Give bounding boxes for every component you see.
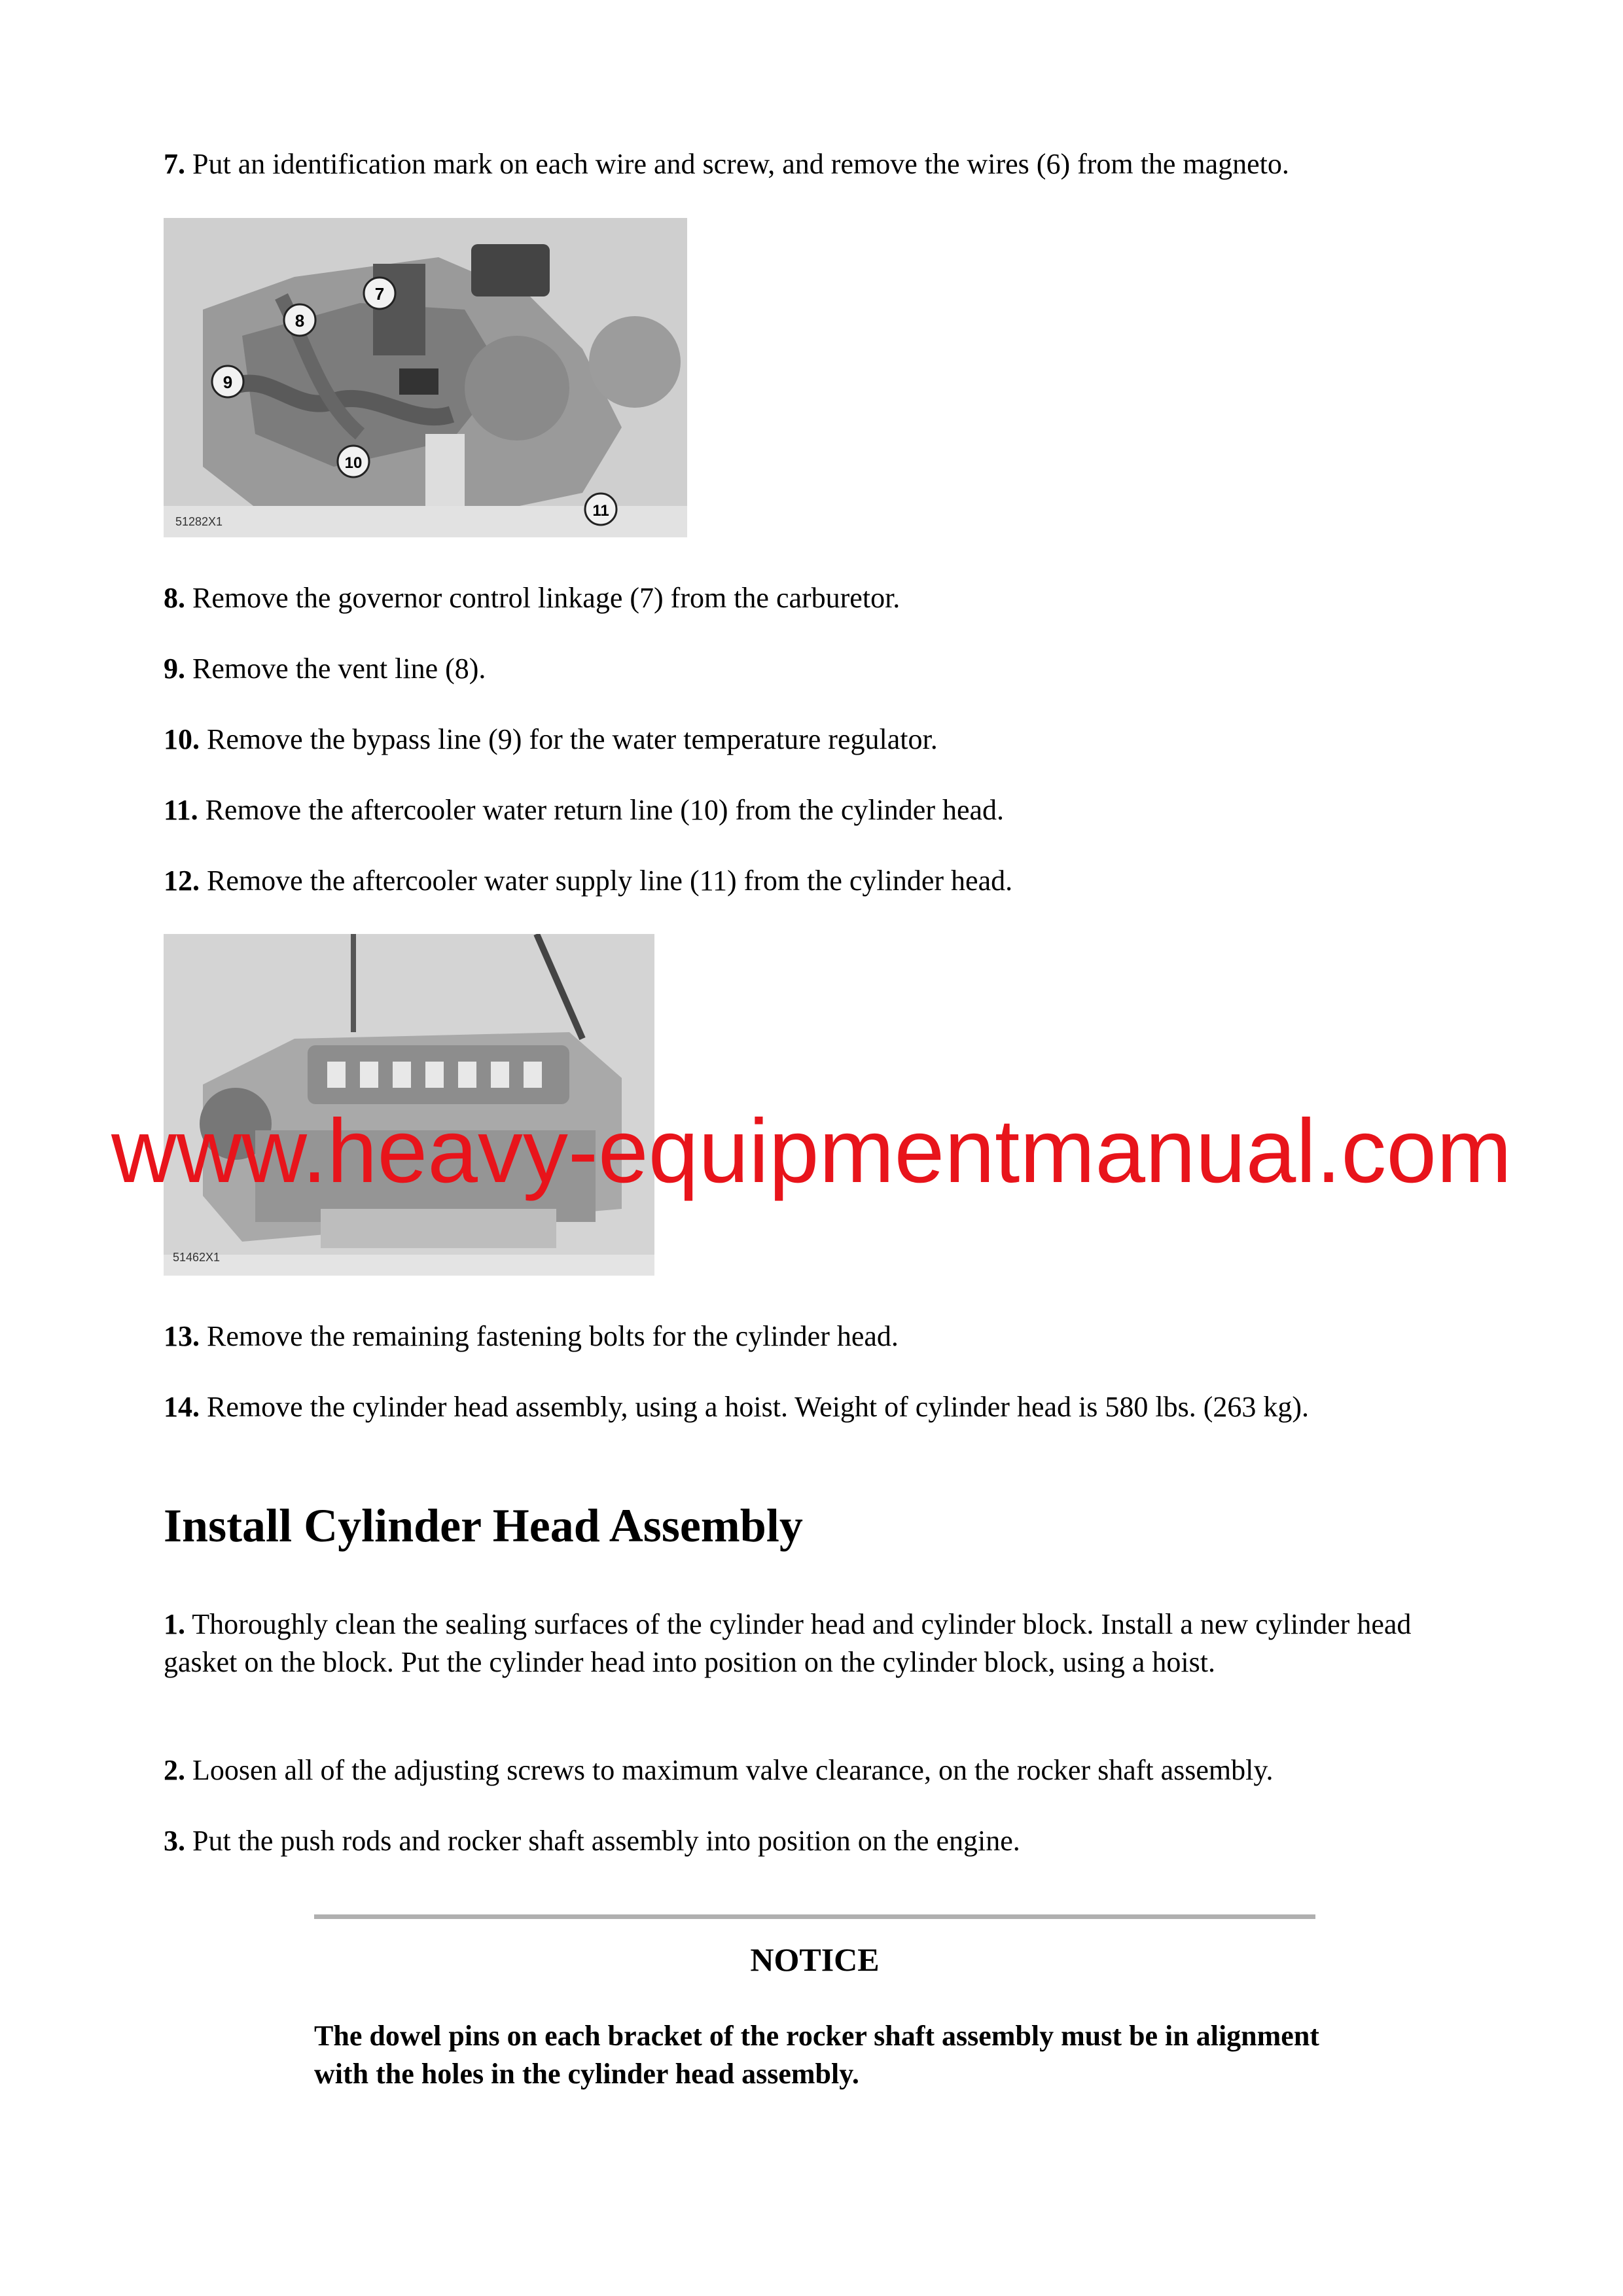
step-14 [164, 1388, 1446, 1426]
step-10 [164, 721, 1472, 759]
step-number: 12. [164, 865, 200, 897]
step-text: Remove the bypass line (9) for the water temperature regulator. [200, 723, 938, 755]
step-8 [164, 579, 1472, 617]
step-text: Loosen all of the adjusting screws to maximum valve clearance, on the rocker shaft assembly. [185, 1754, 1274, 1786]
svg-text:9: 9 [223, 372, 233, 392]
figure-2-caption: 51462X1 [173, 1251, 221, 1264]
engine-figure-1 [164, 218, 687, 537]
callout-8 [284, 304, 315, 336]
svg-text:8: 8 [294, 311, 305, 331]
step-text: Put an identification mark on each wire and screw, and remove the wires (6) from the magneto. [185, 148, 1289, 180]
step-number: 7. [164, 148, 185, 180]
svg-text:7: 7 [374, 284, 385, 304]
callout-7 [364, 278, 395, 309]
step-text: Remove the aftercooler water supply line (11) from the cylinder head. [200, 865, 1013, 897]
step-number: 8. [164, 582, 185, 614]
step-12 [164, 862, 1472, 900]
install-step-1 [164, 1605, 1466, 1681]
notice-body: The dowel pins on each bracket of the rocker shaft assembly must be in alignment with the holes in the cylinder head assembly. [314, 2020, 1319, 2090]
step-text: Remove the remaining fastening bolts for the cylinder head. [200, 1320, 899, 1352]
step-13 [164, 1318, 1472, 1355]
step-text: Put the push rods and rocker shaft assembly into position on the engine. [185, 1825, 1020, 1857]
install-step-3 [164, 1822, 1472, 1860]
step-number: 1. [164, 1608, 185, 1640]
step-9 [164, 650, 1472, 688]
step-number: 9. [164, 653, 185, 685]
step-number: 10. [164, 723, 200, 755]
callout-10 [338, 446, 369, 477]
step-text: Remove the aftercooler water return line (10) from the cylinder head. [198, 794, 1005, 826]
install-step-2 [164, 1751, 1472, 1789]
step-7 [164, 145, 1472, 183]
step-text: Remove the cylinder head assembly, using a hoist. Weight of cylinder head is 580 lbs. (263 kg). [200, 1391, 1310, 1423]
svg-text:10: 10 [344, 454, 363, 472]
engine-figure-1-drawing [164, 218, 687, 537]
section-heading: Install Cylinder Head Assembly [164, 1499, 803, 1552]
notice-divider [314, 1914, 1315, 1919]
callout-9 [212, 366, 243, 397]
step-text: Remove the governor control linkage (7) from the carburetor. [185, 582, 901, 614]
step-number: 3. [164, 1825, 185, 1857]
step-text: Thoroughly clean the sealing surfaces of the cylinder head and cylinder block. Install a new cylinder head gasket on the block. Put the cylinder head into position on the cylinder block, using a hoist. [164, 1608, 1412, 1678]
watermark-link[interactable]: www.heavy-equipmentmanual.com [111, 1101, 1512, 1202]
callout-11 [585, 493, 616, 525]
figure-1-caption: 51282X1 [175, 515, 223, 528]
step-number: 14. [164, 1391, 200, 1423]
step-number: 2. [164, 1754, 185, 1786]
step-number: 11. [164, 794, 198, 826]
step-number: 13. [164, 1320, 200, 1352]
step-text: Remove the vent line (8). [185, 653, 486, 685]
svg-text:11: 11 [592, 502, 609, 520]
notice-title: NOTICE [750, 1941, 880, 1978]
step-11 [164, 791, 1472, 829]
